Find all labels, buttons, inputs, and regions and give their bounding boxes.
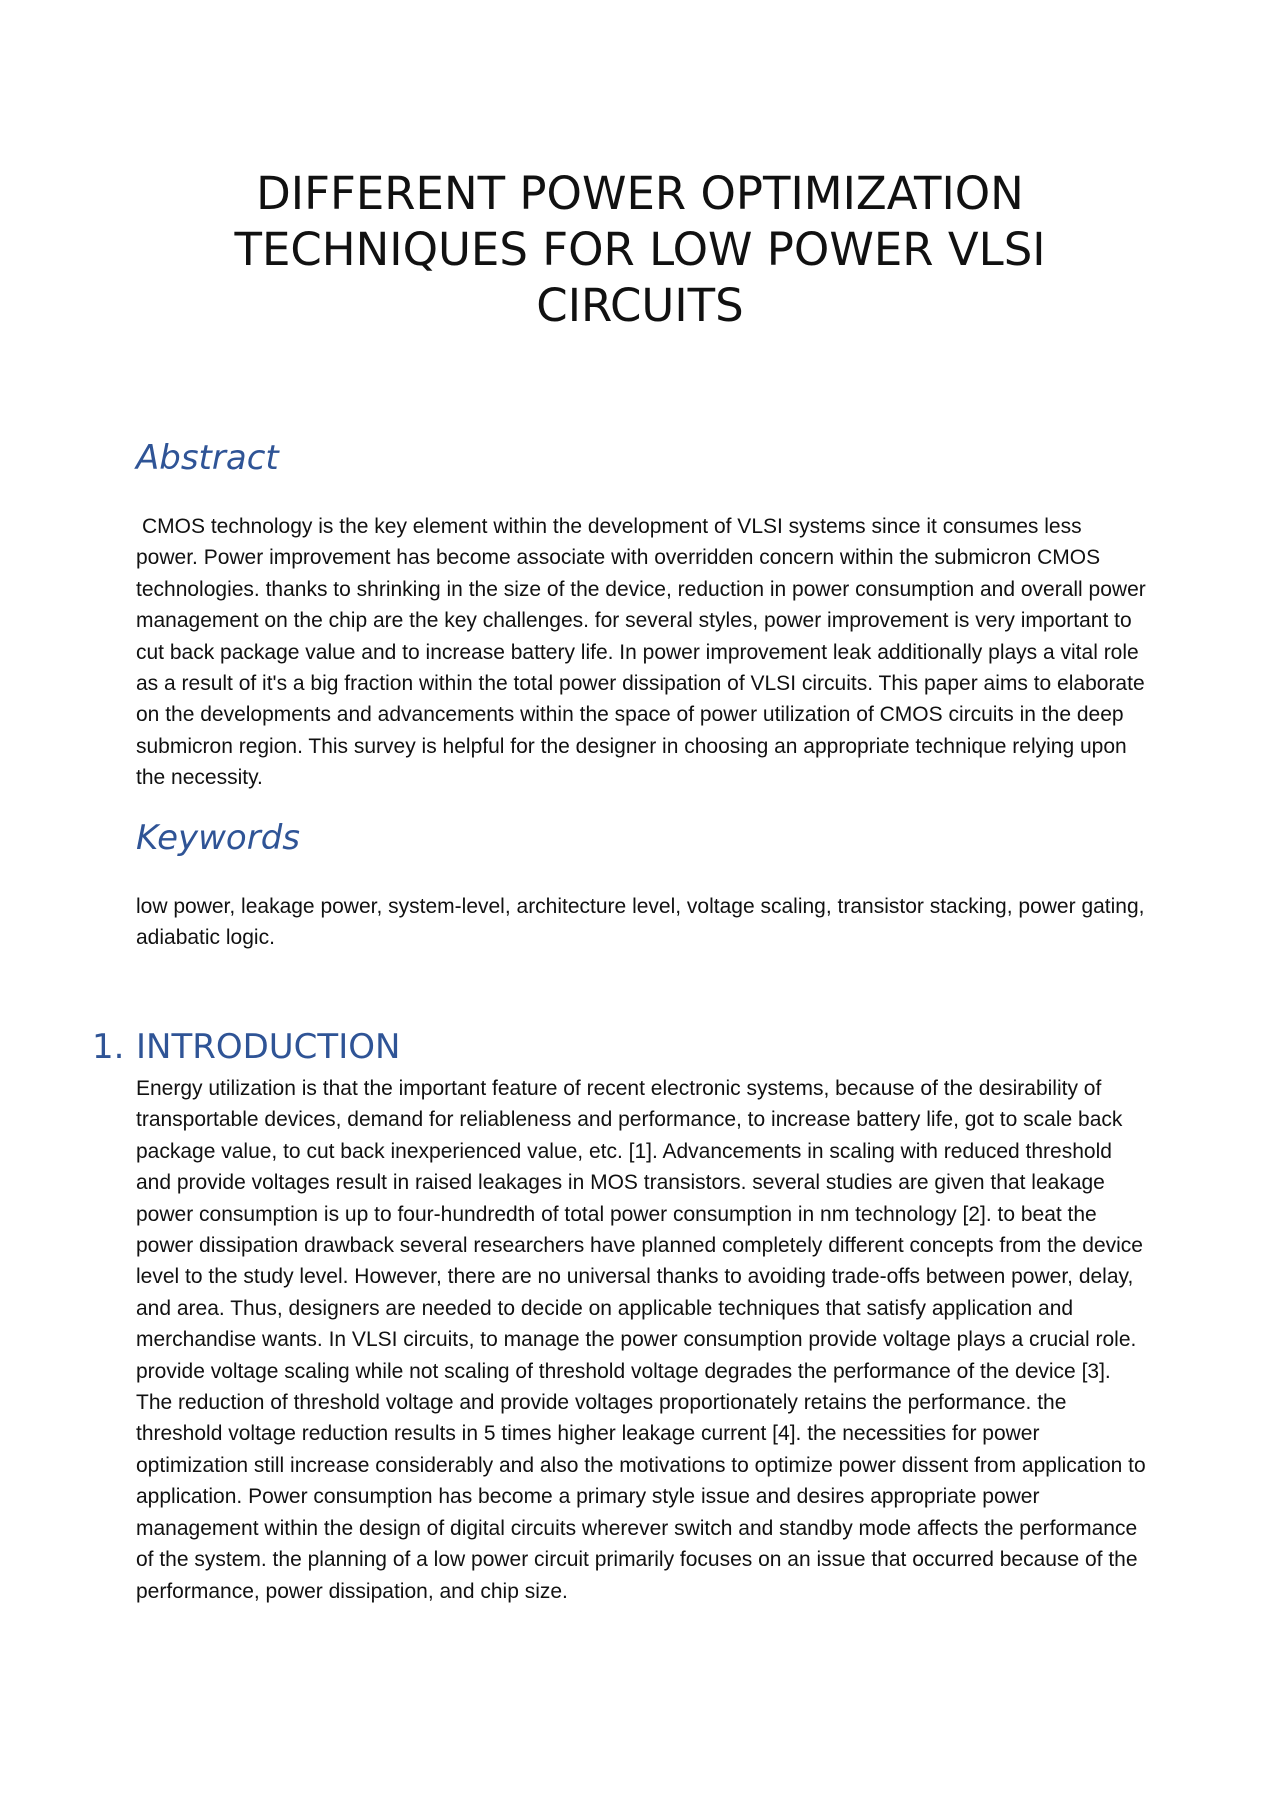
paper-title [160,166,1120,334]
section-title: INTRODUCTION [136,1027,401,1067]
abstract-paragraph: CMOS technology is the key element within the development of VLSI systems since it consumes less power. Power improvement has become associate with overridden concern within the submicron CMOS technologies. thanks to shrinking in the size of the device, reduction in power consumption and overall power management on the chip are the key challenges. for several styles, power improvement is very important to cut back package value and to increase battery life. In power improvement leak additionally plays a vital role as a result of it's a big fraction within the total power dissipation of VLSI circuits. This paper aims to elaborate on the developments and advancements within the space of power utilization of CMOS circuits in the deep submicron region. This survey is helpful for the designer in choosing an appropriate technique relying upon the necessity. [136,515,1146,790]
section-number: 1. [92,1027,125,1067]
paper-title-line-3: CIRCUITS [536,279,744,332]
keywords-paragraph: low power, leakage power, system-level, architecture level, voltage scaling, transistor stacking, power gating, adiabatic logic. [136,895,1145,950]
introduction-heading [92,1027,400,1067]
abstract-heading: Abstract [136,438,279,478]
paper-title-line-1: DIFFERENT POWER OPTIMIZATION [256,167,1024,220]
keywords-heading: Keywords [136,818,301,858]
introduction-paragraph: Energy utilization is that the important feature of recent electronic systems, because of the desirability of transportable devices, demand for reliableness and performance, to increase battery life, got to scale back package value, to cut back inexperienced value, etc. [1]. Advancements in scaling with reduced threshold and provide voltages result in raised leakages in MOS transistors. several studies are given that leakage power consumption is up to four-hundredth of total power consumption in nm technology [2]. to beat the power dissipation drawback several researchers have planned completely different concepts from the device level to the study level. However, there are no universal thanks to avoiding trade-offs between power, delay, and area. Thus, designers are needed to decide on applicable techniques that satisfy application and merchandise wants. In VLSI circuits, to manage the power consumption provide voltage plays a crucial role. provide voltage scaling while not scaling of threshold voltage degrades the performance of the device [3]. The reduction of threshold voltage and provide voltages proportionately retains the performance. the threshold voltage reduction results in 5 times higher leakage current [4]. the necessities for power optimization still increase considerably and also the motivations to optimize power dissent from application to application. Power consumption has become a primary style issue and desires appropriate power management within the design of digital circuits wherever switch and standby mode affects the performance of the system. the planning of a low power circuit primarily focuses on an issue that occurred because of the performance, power dissipation, and chip size. [136,1077,1146,1603]
paper-title-line-2: TECHNIQUES FOR LOW POWER VLSI [234,223,1046,276]
